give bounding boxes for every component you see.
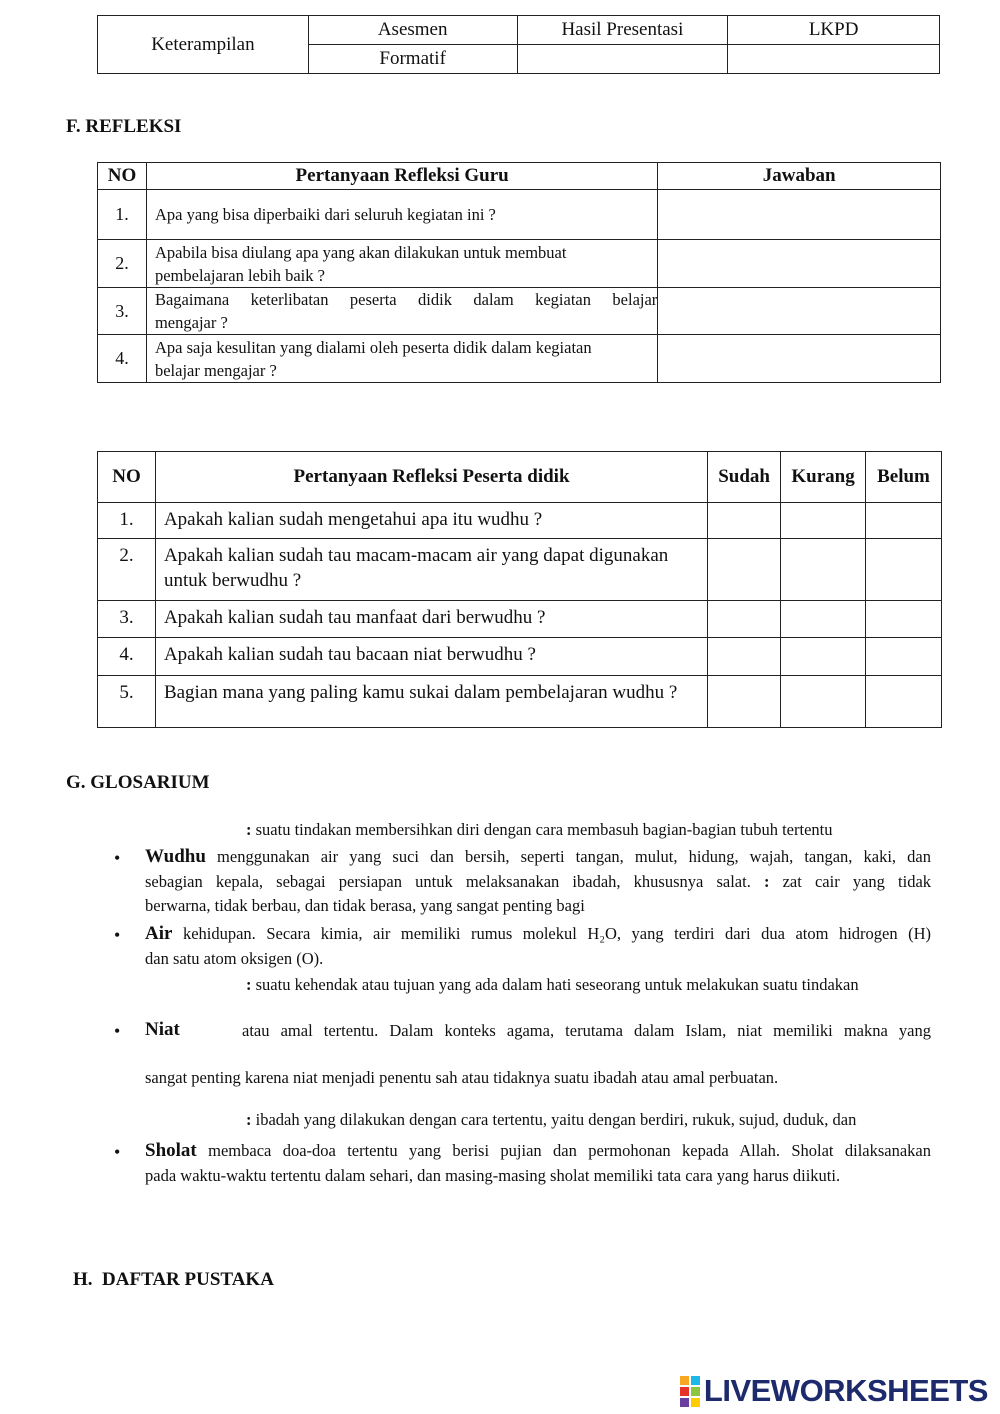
niat-definition-top xyxy=(246,973,859,998)
check-cell-kurang[interactable] xyxy=(781,503,866,539)
check-cell-kurang[interactable] xyxy=(781,539,866,601)
check-cell-sudah[interactable] xyxy=(708,638,781,676)
sholat-line: pada waktu-waktu tertentu dalam sehari, dan masing-masing sholat memiliki tata cara yang harus diikuti. xyxy=(145,1165,841,1185)
row-number: 4. xyxy=(98,638,156,676)
liveworksheets-logo xyxy=(680,1373,988,1408)
teacher-question xyxy=(146,335,657,383)
header-answer: Jawaban xyxy=(658,163,941,190)
check-cell-belum[interactable] xyxy=(866,503,942,539)
check-cell-belum[interactable] xyxy=(866,638,942,676)
question-line: mengajar ? xyxy=(154,313,228,332)
row-number: 2. xyxy=(98,240,147,288)
header-no: NO xyxy=(98,452,156,503)
logo-text: LIVEWORKSHEETS xyxy=(703,1373,988,1408)
logo-square xyxy=(680,1387,689,1396)
colon: : xyxy=(246,1110,252,1129)
section-h-title: H. DAFTAR PUSTAKA xyxy=(73,1269,274,1290)
term-wudhu: Wudhu xyxy=(145,846,206,867)
check-cell-sudah[interactable] xyxy=(708,539,781,601)
row-number: 1. xyxy=(98,190,147,240)
student-question: Apakah kalian sudah tau manfaat dari berwudhu ? xyxy=(155,601,707,638)
student-question: Apakah kalian sudah mengetahui apa itu wudhu ? xyxy=(155,503,707,539)
sholat-entry xyxy=(145,1139,931,1188)
teacher-reflection-table xyxy=(97,162,941,383)
answer-cell[interactable] xyxy=(658,190,941,240)
teacher-question: Apa yang bisa diperbaiki dari seluruh kegiatan ini ? xyxy=(146,190,657,240)
sholat-line xyxy=(145,1139,931,1164)
air-entry xyxy=(145,922,931,971)
instrument-cell: LKPD xyxy=(728,16,940,45)
logo-square xyxy=(691,1387,700,1396)
bullet: • xyxy=(114,1142,121,1162)
student-reflection-table xyxy=(97,451,942,728)
answer-cell[interactable] xyxy=(658,335,941,383)
header-question: Pertanyaan Refleksi Guru xyxy=(146,163,657,190)
bullet: • xyxy=(114,1021,121,1041)
term-sholat: Sholat xyxy=(145,1140,197,1161)
technique-cell: Hasil Presentasi xyxy=(517,16,728,45)
row-number: 5. xyxy=(98,676,156,728)
question-line: pembelajaran lebih baik ? xyxy=(154,265,325,285)
answer-cell[interactable] xyxy=(658,240,941,288)
colon: : xyxy=(246,820,252,839)
wudhu-entry xyxy=(145,845,931,919)
empty-cell xyxy=(728,45,940,74)
check-cell-belum[interactable] xyxy=(866,676,942,728)
answer-cell[interactable] xyxy=(658,288,941,335)
question-line: Apabila bisa diulang apa yang akan dilakukan untuk membuat xyxy=(154,242,567,262)
header-belum: Belum xyxy=(866,452,942,503)
header-sudah: Sudah xyxy=(708,452,781,503)
check-cell-sudah[interactable] xyxy=(708,601,781,638)
method-cell-top: Asesmen xyxy=(308,16,517,45)
check-cell-sudah[interactable] xyxy=(708,676,781,728)
logo-square xyxy=(680,1376,689,1385)
term-air: Air xyxy=(145,923,173,944)
definition-text: kehidupan. Secara kimia, air memiliki rumus molekul H₂O, yang terdiri dari dua atom hidrogen (H) xyxy=(182,924,932,943)
bullet: • xyxy=(114,848,121,868)
check-cell-kurang[interactable] xyxy=(781,638,866,676)
assessment-table xyxy=(97,15,940,74)
definition-text: membaca doa-doa tertentu yang berisi pujian dan permohonan kepada Allah. Sholat dilaksanakan xyxy=(208,1141,932,1160)
row-number: 2. xyxy=(98,539,156,601)
empty-cell xyxy=(517,45,728,74)
header-kurang: Kurang xyxy=(781,452,866,503)
definition-text: sebagian kepala, sebagai persiapan untuk melaksanakan ibadah, khususnya salat. xyxy=(145,871,751,891)
sholat-definition-top xyxy=(246,1108,856,1133)
wudhu-line xyxy=(145,845,931,870)
definition-text: ibadah yang dilakukan dengan cara tertentu, yaitu dengan berdiri, rukuk, sujud, duduk, dan xyxy=(255,1110,857,1129)
logo-square xyxy=(691,1398,700,1407)
definition-text: menggunakan air yang suci dan bersih, seperti tangan, mulut, hidung, wajah, tangan, kaki, dan xyxy=(217,847,931,866)
question-line: Bagaimana keterlibatan peserta didik dalam kegiatan belajar xyxy=(154,290,658,309)
header-question: Pertanyaan Refleksi Peserta didik xyxy=(155,452,707,503)
header-no: NO xyxy=(98,163,147,190)
colon: : xyxy=(246,975,252,994)
wudhu-definition-top xyxy=(246,818,832,843)
wudhu-line: berwarna, tidak berbau, dan tidak berasa, yang sangat penting bagi xyxy=(145,896,585,915)
check-cell-belum[interactable] xyxy=(866,601,942,638)
logo-square xyxy=(680,1398,689,1407)
bullet: • xyxy=(114,925,121,945)
row-number: 3. xyxy=(98,601,156,638)
section-g-title: G. GLOSARIUM xyxy=(66,772,210,793)
teacher-question xyxy=(146,240,657,288)
student-question: Bagian mana yang paling kamu sukai dalam pembelajaran wudhu ? xyxy=(155,676,707,728)
student-question: Apakah kalian sudah tau macam-macam air yang dapat digunakan untuk berwudhu ? xyxy=(155,539,707,601)
niat-line: atau amal tertentu. Dalam konteks agama, terutama dalam Islam, niat memiliki makna yang xyxy=(242,1021,931,1040)
method-cell-bottom: Formatif xyxy=(308,45,517,74)
definition-text: suatu kehendak atau tujuan yang ada dalam hati seseorang untuk melakukan suatu tindakan xyxy=(255,975,859,994)
check-cell-sudah[interactable] xyxy=(708,503,781,539)
check-cell-kurang[interactable] xyxy=(781,676,866,728)
check-cell-belum[interactable] xyxy=(866,539,942,601)
logo-square xyxy=(691,1376,700,1385)
check-cell-kurang[interactable] xyxy=(781,601,866,638)
question-line: belajar mengajar ? xyxy=(154,360,277,380)
section-f-title: F. REFLEKSI xyxy=(66,116,182,137)
question-line: Apa saja kesulitan yang dialami oleh peserta didik dalam kegiatan xyxy=(154,337,592,357)
definition-text: zat cair yang tidak xyxy=(782,871,932,891)
wudhu-line xyxy=(145,870,931,895)
definition-text: suatu tindakan membersihkan diri dengan cara membasuh bagian-bagian tubuh tertentu xyxy=(255,820,833,839)
student-question: Apakah kalian sudah tau bacaan niat berwudhu ? xyxy=(155,638,707,676)
row-number: 4. xyxy=(98,335,147,383)
row-number: 3. xyxy=(98,288,147,335)
teacher-question xyxy=(146,288,657,335)
aspect-cell: Keterampilan xyxy=(98,16,309,74)
colon: : xyxy=(763,871,770,891)
logo-mark-icon xyxy=(680,1376,700,1407)
niat-line: sangat penting karena niat menjadi penentu sah atau tidaknya suatu ibadah atau amal perbuatan. xyxy=(145,1068,779,1087)
air-line: dan satu atom oksigen (O). xyxy=(145,948,324,968)
term-niat: Niat xyxy=(145,1019,180,1040)
air-line xyxy=(145,922,931,947)
row-number: 1. xyxy=(98,503,156,539)
